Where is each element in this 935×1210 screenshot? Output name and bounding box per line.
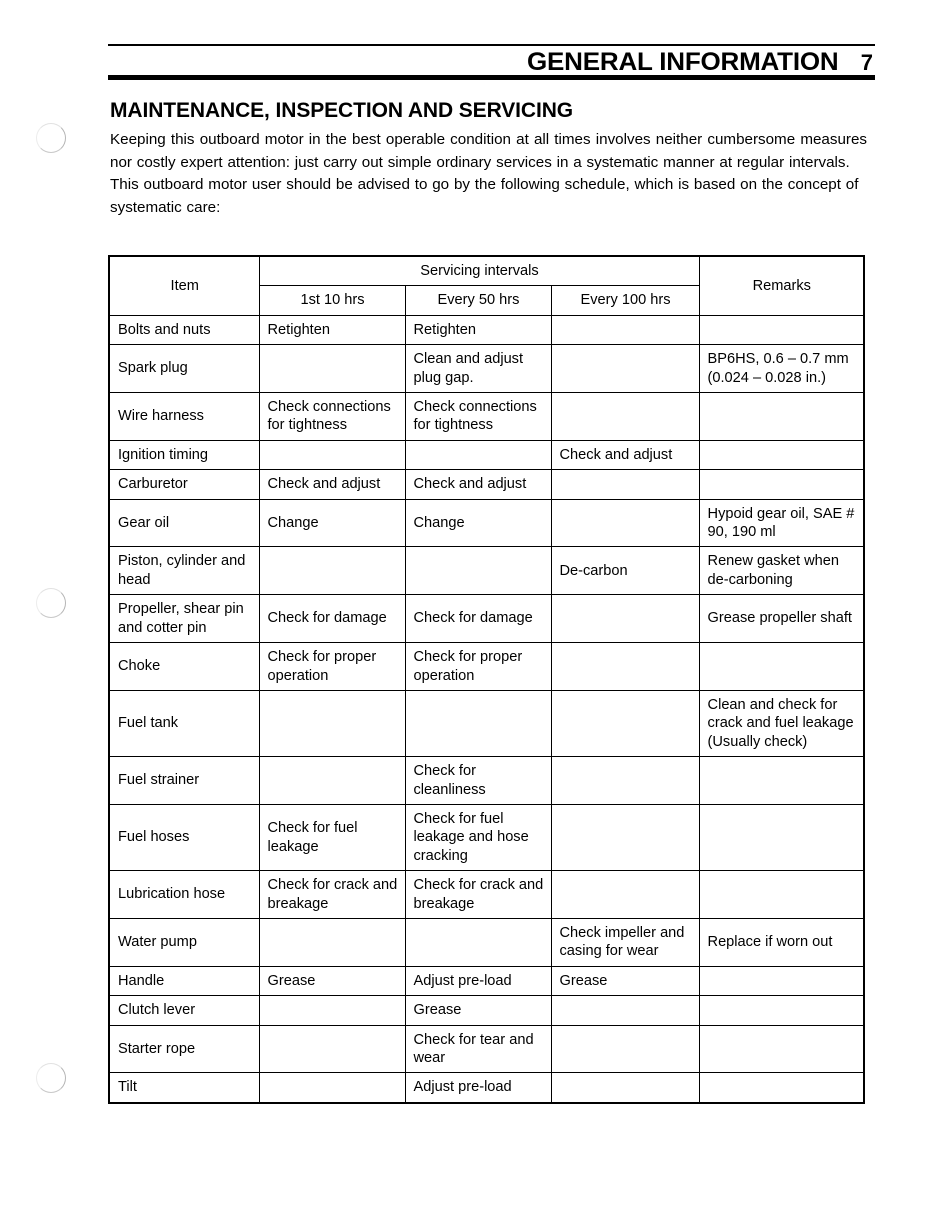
cell-interval-1 [259, 996, 405, 1025]
cell-item: Spark plug [109, 345, 259, 393]
cell-item: Choke [109, 643, 259, 691]
cell-interval-3 [551, 393, 699, 441]
cell-remarks [699, 804, 864, 870]
cell-interval-2: Check for proper operation [405, 643, 551, 691]
table-row [109, 804, 864, 870]
cell-item: Water pump [109, 918, 259, 966]
cell-interval-1: Check for damage [259, 595, 405, 643]
cell-interval-3: Check impeller and casing for wear [551, 918, 699, 966]
cell-interval-2: Check for damage [405, 595, 551, 643]
cell-remarks: Grease propeller shaft [699, 595, 864, 643]
column-header-item: Item [109, 256, 259, 315]
table-header-row-top [109, 256, 864, 286]
cell-item: Ignition timing [109, 440, 259, 469]
page-title: GENERAL INFORMATION [527, 48, 839, 76]
cell-remarks [699, 315, 864, 344]
cell-interval-2: Check for crack and breakage [405, 871, 551, 919]
table-row [109, 470, 864, 499]
cell-remarks [699, 871, 864, 919]
cell-remarks [699, 757, 864, 805]
cell-interval-2 [405, 440, 551, 469]
cell-interval-3 [551, 996, 699, 1025]
cell-interval-2: Check connections for tightness [405, 393, 551, 441]
table-row [109, 315, 864, 344]
table-header [109, 256, 864, 315]
cell-remarks [699, 470, 864, 499]
cell-interval-3 [551, 690, 699, 756]
cell-interval-1 [259, 1025, 405, 1073]
cell-remarks: BP6HS, 0.6 – 0.7 mm (0.024 – 0.028 in.) [699, 345, 864, 393]
column-header-interval-2: Every 50 hrs [405, 286, 551, 315]
cell-interval-3 [551, 499, 699, 547]
cell-interval-3 [551, 1025, 699, 1073]
cell-remarks [699, 1073, 864, 1103]
cell-item: Fuel tank [109, 690, 259, 756]
cell-interval-1: Check for crack and breakage [259, 871, 405, 919]
cell-interval-2 [405, 690, 551, 756]
cell-interval-3 [551, 470, 699, 499]
cell-interval-2 [405, 918, 551, 966]
table-body [109, 315, 864, 1103]
cell-interval-1: Check for proper operation [259, 643, 405, 691]
cell-item: Piston, cylinder and head [109, 547, 259, 595]
cell-interval-3 [551, 804, 699, 870]
cell-item: Starter rope [109, 1025, 259, 1073]
intro-paragraph-2: This outboard motor user should be advised to go by the following schedule, which is based on the concept of systematic care: [110, 176, 859, 216]
cell-interval-2: Grease [405, 996, 551, 1025]
cell-item: Fuel hoses [109, 804, 259, 870]
table-row [109, 757, 864, 805]
cell-interval-1: Change [259, 499, 405, 547]
column-header-interval-3: Every 100 hrs [551, 286, 699, 315]
header-title-row [108, 48, 875, 77]
cell-interval-1: Check for fuel leakage [259, 804, 405, 870]
table-row [109, 595, 864, 643]
cell-interval-3 [551, 345, 699, 393]
cell-interval-2: Adjust pre-load [405, 1073, 551, 1103]
intro-text [110, 129, 867, 219]
cell-interval-1: Grease [259, 966, 405, 995]
punch-hole-mark-top [36, 123, 66, 153]
cell-interval-2: Clean and adjust plug gap. [405, 345, 551, 393]
cell-interval-1 [259, 547, 405, 595]
cell-remarks [699, 643, 864, 691]
table-row [109, 690, 864, 756]
page-header [108, 44, 875, 80]
cell-interval-1: Check and adjust [259, 470, 405, 499]
cell-item: Handle [109, 966, 259, 995]
table-row [109, 996, 864, 1025]
cell-interval-3 [551, 757, 699, 805]
cell-interval-2: Change [405, 499, 551, 547]
cell-interval-1 [259, 757, 405, 805]
punch-hole-mark-bottom [36, 1063, 66, 1093]
maintenance-schedule-table [108, 255, 865, 1104]
cell-interval-3: Grease [551, 966, 699, 995]
cell-interval-2: Check for fuel leakage and hose cracking [405, 804, 551, 870]
cell-interval-1: Check connections for tightness [259, 393, 405, 441]
column-header-servicing-intervals: Servicing intervals [259, 256, 699, 286]
cell-remarks [699, 393, 864, 441]
cell-item: Wire harness [109, 393, 259, 441]
table-row [109, 547, 864, 595]
cell-interval-3: De-carbon [551, 547, 699, 595]
cell-item: Fuel strainer [109, 757, 259, 805]
cell-remarks [699, 440, 864, 469]
table-row [109, 393, 864, 441]
cell-interval-2: Check for tear and wear [405, 1025, 551, 1073]
table-row [109, 440, 864, 469]
cell-remarks [699, 1025, 864, 1073]
cell-remarks: Hypoid gear oil, SAE # 90, 190 ml [699, 499, 864, 547]
cell-remarks: Clean and check for crack and fuel leakage (Usually check) [699, 690, 864, 756]
table-row [109, 871, 864, 919]
cell-interval-3: Check and adjust [551, 440, 699, 469]
cell-interval-2 [405, 547, 551, 595]
cell-item: Gear oil [109, 499, 259, 547]
header-rule-top [108, 44, 875, 46]
cell-item: Lubrication hose [109, 871, 259, 919]
cell-interval-3 [551, 595, 699, 643]
cell-interval-1 [259, 440, 405, 469]
cell-item: Propeller, shear pin and cotter pin [109, 595, 259, 643]
cell-item: Clutch lever [109, 996, 259, 1025]
cell-item: Tilt [109, 1073, 259, 1103]
table-row [109, 499, 864, 547]
column-header-remarks: Remarks [699, 256, 864, 315]
cell-interval-2: Adjust pre-load [405, 966, 551, 995]
punch-hole-mark-middle [36, 588, 66, 618]
page-number: 7 [860, 49, 873, 75]
cell-interval-3 [551, 643, 699, 691]
intro-paragraph-1: Keeping this outboard motor in the best operable condition at all times involves neither cumbersome measures nor costly expert attention: just carry out simple ordinary services in a systematic manner at regular intervals. [110, 131, 867, 171]
cell-interval-2: Check and adjust [405, 470, 551, 499]
cell-interval-3 [551, 871, 699, 919]
cell-interval-2: Check for cleanliness [405, 757, 551, 805]
cell-interval-1: Retighten [259, 315, 405, 344]
cell-interval-1 [259, 918, 405, 966]
cell-interval-3 [551, 1073, 699, 1103]
table-row [109, 643, 864, 691]
cell-remarks [699, 996, 864, 1025]
table-row [109, 1073, 864, 1103]
cell-interval-1 [259, 1073, 405, 1103]
table-row [109, 918, 864, 966]
cell-item: Carburetor [109, 470, 259, 499]
section-heading: MAINTENANCE, INSPECTION AND SERVICING [110, 99, 574, 122]
cell-interval-1 [259, 690, 405, 756]
column-header-interval-1: 1st 10 hrs [259, 286, 405, 315]
cell-item: Bolts and nuts [109, 315, 259, 344]
cell-remarks: Replace if worn out [699, 918, 864, 966]
table-row [109, 966, 864, 995]
table-row [109, 1025, 864, 1073]
cell-interval-2: Retighten [405, 315, 551, 344]
cell-remarks: Renew gasket when de-carboning [699, 547, 864, 595]
cell-remarks [699, 966, 864, 995]
cell-interval-3 [551, 315, 699, 344]
cell-interval-1 [259, 345, 405, 393]
table-row [109, 345, 864, 393]
